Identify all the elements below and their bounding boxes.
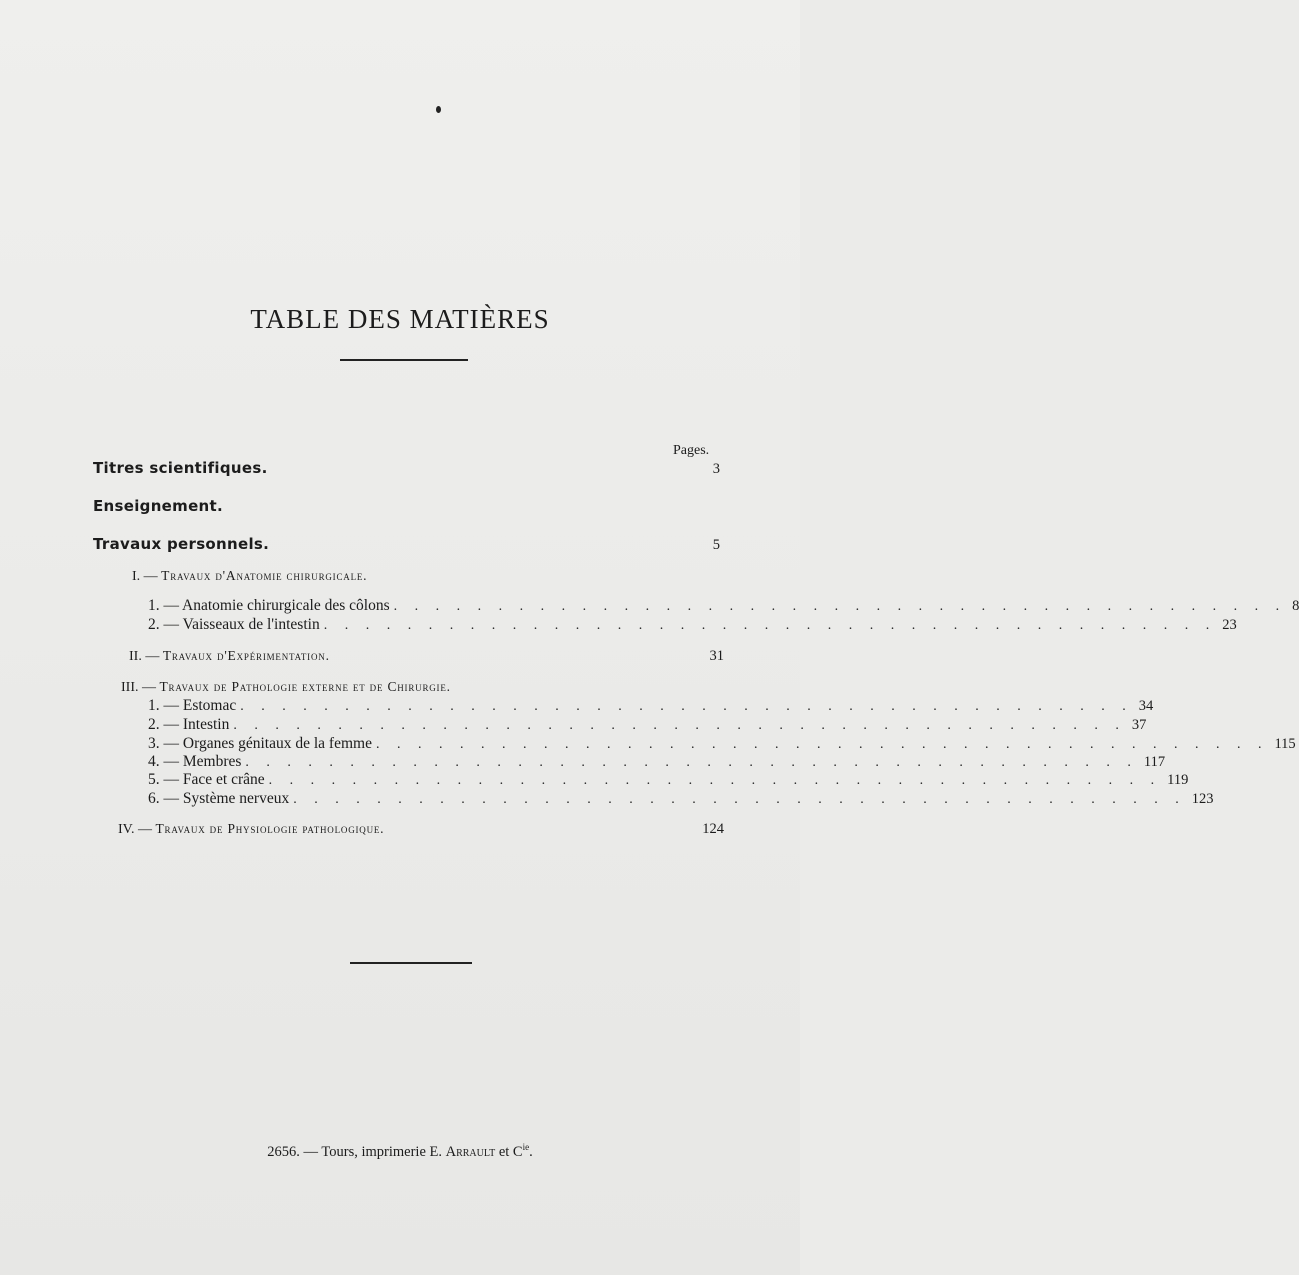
imprint-name: Arrault (445, 1143, 496, 1160)
part-1-title: Travaux d'Anatomie chirurgicale. (161, 568, 368, 583)
toc-entry (148, 735, 1296, 755)
part-4-title: Travaux de Physiologie pathologique. (155, 821, 385, 836)
toc-entry-label: 3. — Organes génitaux de la femme (148, 735, 372, 752)
section-titres: Titres scientifiques. (93, 459, 268, 477)
part-2-numeral: II. — (129, 649, 160, 664)
toc-entry (148, 716, 1147, 736)
closing-rule (350, 962, 472, 964)
toc-entry-label: 6. — Système nerveux (148, 790, 290, 807)
imprint-prefix: 2656. — Tours, imprimerie E. (267, 1143, 442, 1160)
section-travaux-page: 5 (712, 537, 720, 553)
toc-entry-label: 4. — Membres (148, 753, 242, 770)
toc-entry-page: 8 (1292, 598, 1299, 614)
toc-entry (148, 771, 1189, 791)
toc-entry (148, 697, 1154, 717)
part-4-page: 124 (702, 821, 724, 837)
part-3-heading (121, 679, 451, 699)
toc-entry-page: 119 (1167, 772, 1189, 788)
toc-entry (148, 597, 1299, 617)
printer-imprint (0, 1142, 800, 1161)
ink-mark (436, 106, 441, 113)
part-2-title: Travaux d'Expérimentation. (162, 648, 330, 663)
toc-entry-label: 1. — Estomac (148, 697, 237, 714)
dot-leader: . . . . . . . . . . . . . . . . . . . . . . . . . . . . . . . . . . . . . . . . . . . (293, 792, 1186, 807)
part-1-heading (132, 568, 367, 588)
toc-entry-label: 2. — Vaisseaux de l'intestin (148, 616, 320, 633)
toc-entry-label: 5. — Face et crâne (148, 771, 265, 788)
dot-leader: . . . . . . . . . . . . . . . . . . . . . . . . . . . . . . . . . . . . . . . . . . . (268, 773, 1162, 788)
toc-entry-label: 1. — Anatomie chirurgicale des côlons (148, 597, 390, 614)
dot-leader: . . . . . . . . . . . . . . . . . . . . . . . . . . . . . . . . . . . . . . . . . . . (393, 599, 1287, 614)
title-rule (340, 359, 468, 361)
toc-entry (148, 616, 1237, 636)
toc-entry-page: 117 (1143, 754, 1166, 770)
toc-entry-page: 37 (1131, 717, 1147, 733)
dot-leader: . . . . . . . . . . . . . . . . . . . . . . . . . . . . . . . . . . . . . . . . . . . (375, 737, 1269, 752)
section-titres-page: 3 (712, 461, 720, 477)
toc-entry-page: 115 (1274, 736, 1296, 752)
part-4-heading (118, 821, 384, 841)
dot-leader: . . . . . . . . . . . . . . . . . . . . . . . . . . . . . . . . . . . . . . . . . . . (245, 755, 1138, 770)
part-3-title: Travaux de Pathologie externe et de Chirurgie. (159, 679, 451, 694)
part-1-numeral: I. — (132, 569, 158, 584)
section-enseignement: Enseignement. (93, 497, 224, 515)
section-travaux: Travaux personnels. (93, 535, 270, 553)
toc-entry-label: 2. — Intestin (148, 716, 230, 733)
imprint-sup: ie (522, 1142, 530, 1152)
toc-entry (148, 790, 1214, 810)
toc-entry-page: 23 (1222, 617, 1237, 633)
pages-column-label: Pages. (673, 443, 710, 458)
part-2-heading (129, 648, 330, 668)
imprint-suffix: et C (498, 1143, 523, 1160)
page-title: TABLE DES MATIÈRES (250, 304, 550, 334)
imprint-end: . (529, 1143, 533, 1160)
dot-leader: . . . . . . . . . . . . . . . . . . . . . . . . . . . . . . . . . . . . . . . . . . . (323, 618, 1217, 633)
toc-entry-page: 123 (1191, 791, 1214, 807)
part-2-page: 31 (709, 648, 724, 664)
dot-leader: . . . . . . . . . . . . . . . . . . . . . . . . . . . . . . . . . . . . . . . . . . . (233, 718, 1126, 733)
toc-entry-page: 34 (1138, 698, 1154, 714)
part-4-numeral: IV. — (118, 822, 152, 837)
dot-leader: . . . . . . . . . . . . . . . . . . . . . . . . . . . . . . . . . . . . . . . . . . . (240, 699, 1133, 714)
toc-entry (148, 753, 1166, 773)
part-3-numeral: III. — (121, 680, 156, 695)
